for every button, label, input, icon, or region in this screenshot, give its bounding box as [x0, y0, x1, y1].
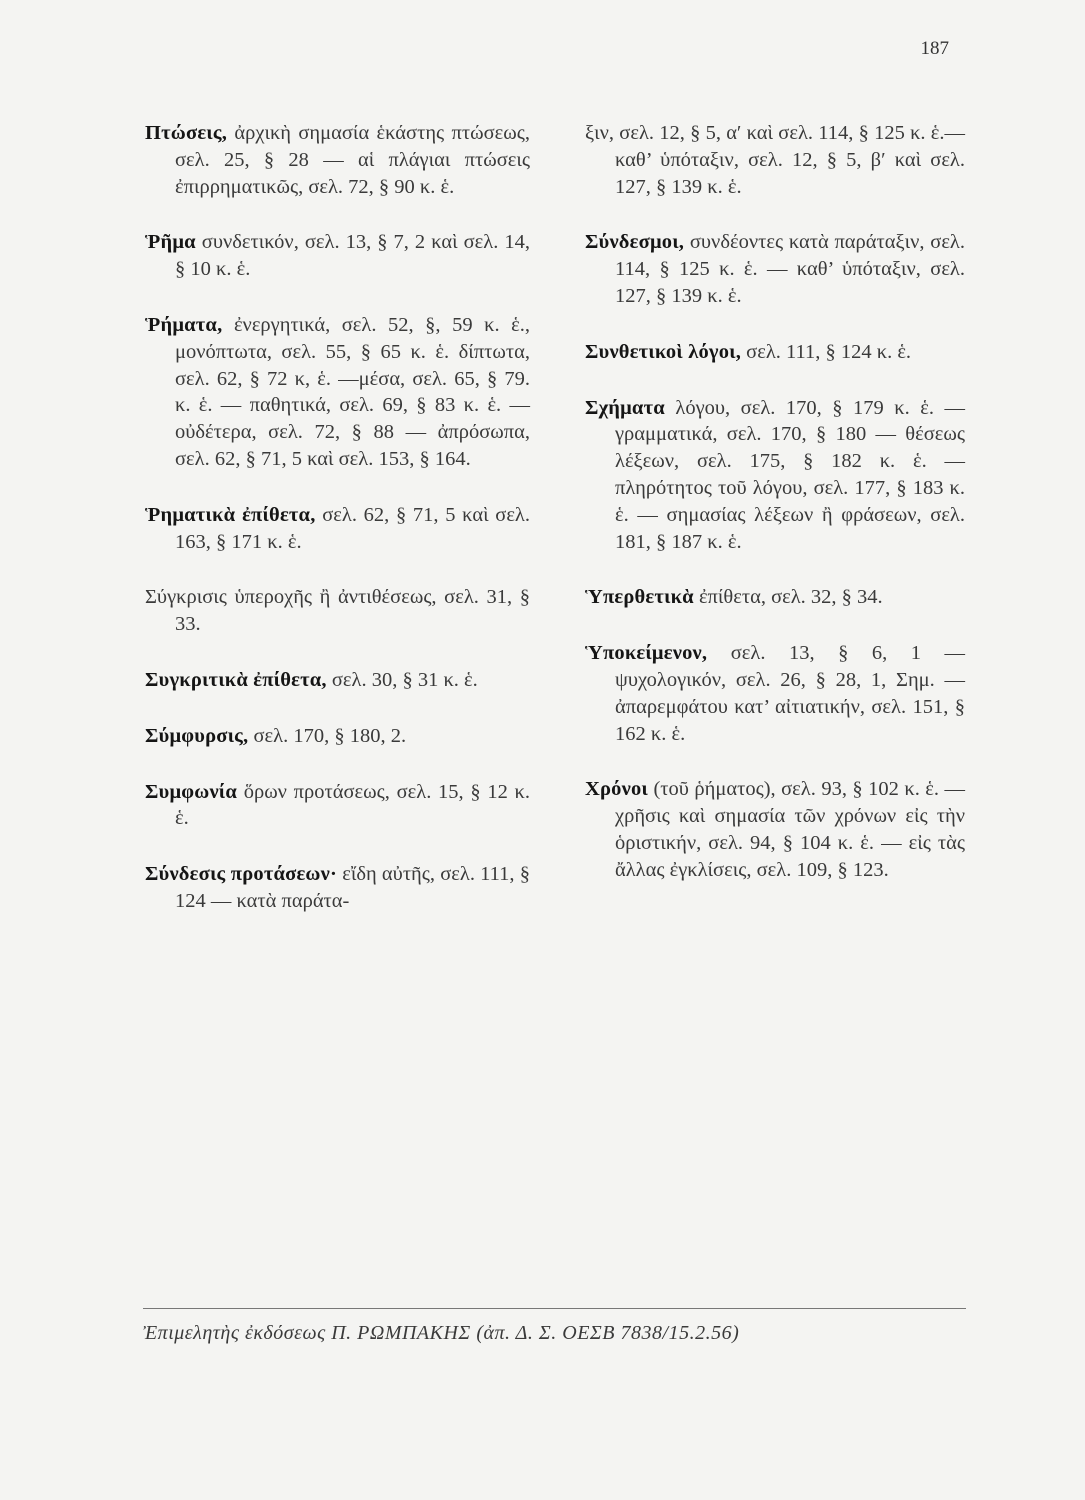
index-entry [145, 779, 530, 833]
index-entry [145, 229, 530, 283]
entry-headword: Σχήματα [585, 396, 665, 419]
entry-text: εἴδη αὐτῆς, σελ. 111, § 124 — κατὰ παράτα- [175, 863, 530, 912]
entry-text: σελ. 30, § 31 κ. ἑ. [326, 668, 478, 691]
index-entry [145, 584, 530, 638]
entry-headword: Συνθετικοὶ λόγοι, [585, 340, 742, 363]
entry-headword: Ὑποκείμενον, [585, 642, 708, 665]
index-entry [145, 723, 530, 750]
footer-rule [143, 1308, 966, 1309]
index-entry [585, 776, 965, 883]
colophon: Ἐπιμελητὴς ἐκδόσεως Π. ΡΩΜΠΑΚΗΣ (ἀπ. Δ. Σ. ΟΕΣΒ 7838/15.2.56) [143, 1322, 740, 1344]
entry-text: σελ. 62, § 71, 5 καὶ σελ. 163, § 171 κ. ἑ. [175, 503, 531, 553]
entry-headword: Σύνδεσμοι, [585, 231, 685, 254]
index-entry [585, 395, 965, 556]
entry-headword: Συμφωνία [145, 780, 237, 803]
entry-headword: Ῥηματικὰ ἐπίθετα, [145, 503, 316, 526]
entry-headword: Σύνδεσις προτάσεων· [145, 863, 337, 886]
index-entry [585, 584, 965, 611]
entry-text: ἐνεργητικά, σελ. 52, §, 59 κ. ἑ., μονόπτωτα, σελ. 55, § 65 κ. ἑ. δίπτωτα, σελ. 62, § 72 κ, ἑ. —μέσα, σελ. 65, § 79. κ. ἑ. — παθητικά, σελ. 69, § 83 κ. ἑ. — οὐδέτερα, σελ. 72, § 88 — ἀπρόσωπα, σελ. 62, § 71, 5 καὶ σελ. 153, § 164. [175, 313, 530, 470]
entry-headword: Συγκριτικὰ ἐπίθετα, [145, 668, 327, 691]
index-entry [145, 502, 530, 556]
entry-text: Σύγκρισις ὑπεροχῆς ἢ ἀντιθέσεως, σελ. 31, § 33. [145, 586, 530, 636]
entry-text: σελ. 170, § 180, 2. [248, 724, 407, 747]
index-entry [585, 640, 965, 747]
entry-text: ἀρχικὴ σημασία ἑκάστης πτώσεως, σελ. 25, § 28 — αἱ πλάγιαι πτώσεις ἐπιρρηματικῶς, σελ. 72, § 90 κ. ἑ. [175, 122, 530, 198]
index-entry [585, 229, 965, 309]
index-entry [585, 339, 965, 366]
index-column-right [585, 120, 965, 913]
entry-text: σελ. 13, § 6, 1 — ψυχολογικόν, σελ. 26, § 28, 1, Σημ. — ἀπαρεμφάτου κατ’ αἰτιατικήν, σελ. 151, § 162 κ. ἑ. [615, 642, 965, 745]
entry-text: ξιν, σελ. 12, § 5, α′ καὶ σελ. 114, § 125 κ. ἑ.— καθ’ ὑπόταξιν, σελ. 12, § 5, β′ καὶ σελ. 127, § 139 κ. ἑ. [585, 122, 965, 198]
entry-text: ἐπίθετα, σελ. 32, § 34. [693, 586, 883, 609]
index-entry [145, 861, 530, 915]
entry-headword: Ῥῆμα [145, 231, 196, 254]
entry-text: συνδετικόν, σελ. 13, § 7, 2 καὶ σελ. 14, § 10 κ. ἑ. [175, 231, 530, 281]
index-entry [145, 667, 530, 694]
entry-text: ὅρων προτάσεως, σελ. 15, § 12 κ. ἑ. [175, 780, 530, 830]
entry-text: σελ. 111, § 124 κ. ἑ. [741, 340, 912, 363]
index-column-left [145, 120, 530, 944]
entry-headword: Ῥήματα, [145, 313, 223, 336]
page-number: 187 [920, 38, 949, 59]
entry-headword: Ὑπερθετικὰ [585, 586, 694, 609]
index-entry [585, 120, 965, 200]
index-entry [145, 312, 530, 473]
entry-text: συνδέοντες κατὰ παράταξιν, σελ. 114, § 125 κ. ἑ. — καθ’ ὑπόταξιν, σελ. 127, § 139 κ. ἑ. [615, 231, 965, 307]
entry-text: λόγου, σελ. 170, § 179 κ. ἑ. — γραμματικά, σελ. 170, § 180 — θέσεως λέξεων, σελ. 175, § 182 κ. ἑ. — πληρότητος τοῦ λόγου, σελ. 177, § 183 κ. ἑ. — σημασίας λέξεων ἢ φράσεων, σελ. 181, § 187 κ. ἑ. [615, 396, 965, 553]
index-entry [145, 120, 530, 200]
entry-headword: Πτώσεις, [145, 122, 228, 144]
entry-headword: Σύμφυρσις, [145, 724, 249, 747]
entry-headword: Χρόνοι [585, 778, 648, 801]
entry-text: (τοῦ ῥήματος), σελ. 93, § 102 κ. ἑ. — χρῆσις καὶ σημασία τῶν χρόνων εἰς τὴν ὁριστικήν, σελ. 94, § 104 κ. ἑ. — εἰς τὰς ἄλλας ἐγκλίσεις, σελ. 109, § 123. [615, 778, 965, 881]
